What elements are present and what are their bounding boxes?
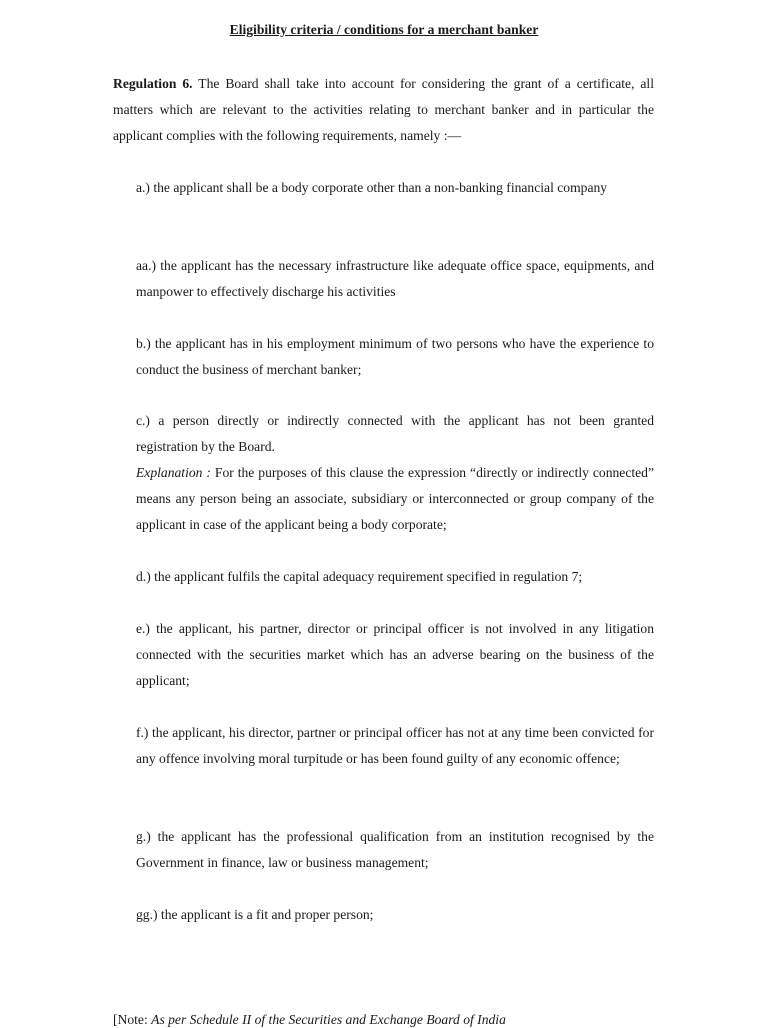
list-item-b: b.) the applicant has in his employment minimum of two persons who have the experience to conduct the business of merchant banker; [136,336,654,377]
explanation-paragraph [136,460,654,538]
explanation-text: For the purposes of this clause the expression “directly or indirectly connected” means any person being an associate, subsidiary or interconnected or group company of the applicant in case of the applicant being a body corporate; [136,465,655,532]
document-title: Eligibility criteria / conditions for a merchant banker [229,22,539,37]
intro-text: The Board shall take into account for considering the grant of a certificate, all matters which are relevant to the activities relating to merchant banker and in particular the applicant complies with the following requirements, namely :— [113,76,654,143]
explanation-label: Explanation : [136,465,211,480]
list-item-aa: aa.) the applicant has the necessary infrastructure like adequate office space, equipments, and manpower to effectively discharge his activities [136,258,654,299]
list-item-f: f.) the applicant, his director, partner or principal officer has not at any time been convicted for any offence involving moral turpitude or has been found guilty of any economic offence; [136,725,654,766]
note-text: As per Schedule II of the Securities and Exchange Board of India [151,1012,506,1027]
regulation-label: Regulation 6. [113,76,193,91]
list-item-a: a.) the applicant shall be a body corporate other than a non-banking financial company [136,180,608,195]
note-line [113,1012,506,1028]
list-item-g: g.) the applicant has the professional qualification from an institution recognised by the Government in finance, law or business management; [136,829,654,870]
note-prefix: [Note: [113,1012,152,1027]
list-item-e: e.) the applicant, his partner, director or principal officer is not involved in any litigation connected with the securities market which has an adverse bearing on the business of the applicant; [136,621,654,688]
list-item-d: d.) the applicant fulfils the capital adequacy requirement specified in regulation 7; [136,569,583,584]
list-item-gg: gg.) the applicant is a fit and proper person; [136,907,374,922]
list-item-c: c.) a person directly or indirectly connected with the applicant has not been granted registration by the Board. [136,413,654,454]
intro-paragraph [113,71,654,149]
